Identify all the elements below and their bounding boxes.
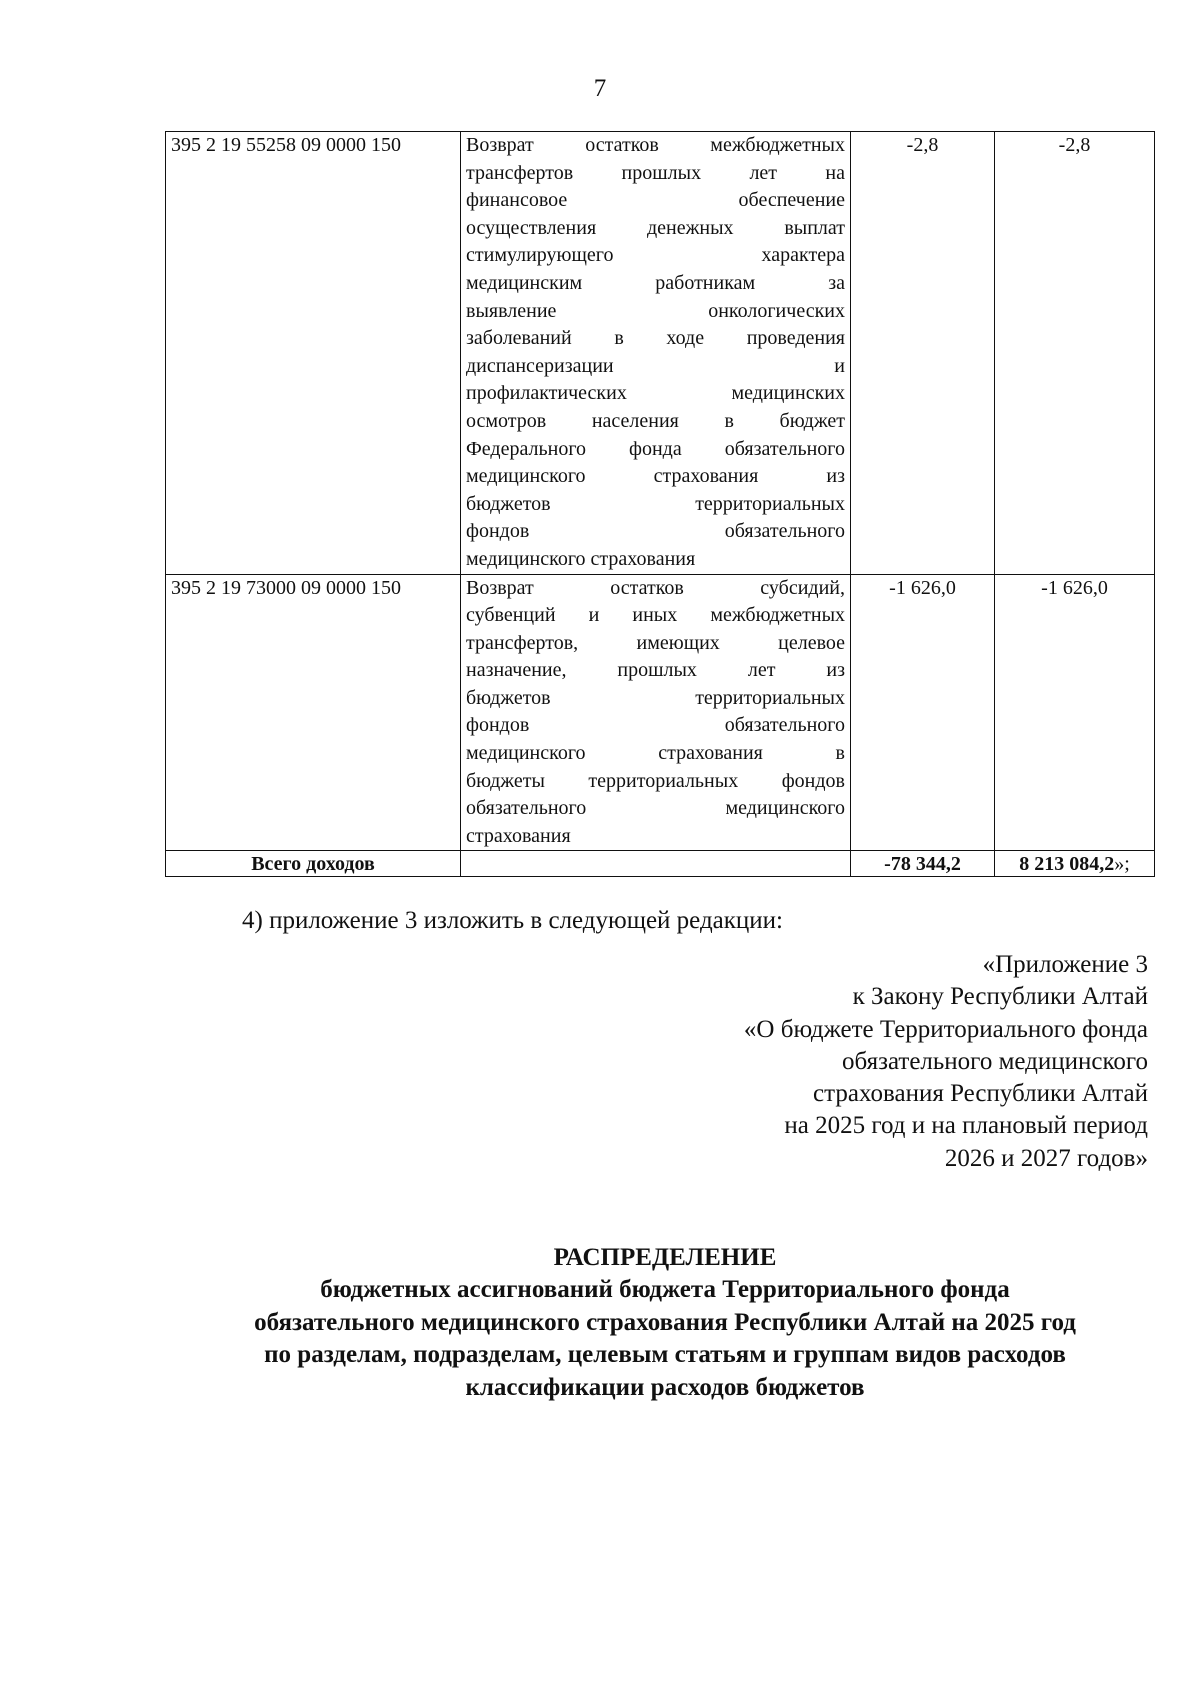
- heading-title: РАСПРЕДЕЛЕНИЕ: [553, 1244, 777, 1271]
- appendix-line: «Приложение 3: [982, 951, 1148, 978]
- table-row: [166, 574, 1155, 851]
- name-line: медицинского страхования: [466, 547, 696, 570]
- income-table: [165, 131, 1155, 877]
- appendix-reference: [548, 949, 1148, 1175]
- name-line: трансфертов прошлых лет на: [466, 161, 845, 184]
- value-2026: -2,8: [995, 132, 1155, 575]
- name-line: Возврат остатков межбюджетных: [466, 134, 845, 156]
- income-name: [461, 132, 851, 575]
- heading-line: обязательного медицинского страхования Республики Алтай на 2025 год: [254, 1308, 1076, 1336]
- name-line: медицинским работникам за: [466, 271, 845, 294]
- income-code: 395 2 19 73000 09 0000 150: [166, 574, 461, 851]
- heading-line: по разделам, подразделам, целевым статьям и группам видов расходов: [264, 1341, 1066, 1369]
- name-line: фондов обязательного: [466, 520, 845, 543]
- heading-line: классификации расходов бюджетов: [465, 1373, 865, 1401]
- name-line: Федерального фонда обязательного: [466, 437, 845, 460]
- value-2026: -1 626,0: [995, 574, 1155, 851]
- heading-line: бюджетных ассигнований бюджета Территориального фонда: [320, 1276, 1010, 1304]
- income-name: [461, 574, 851, 851]
- income-code: 395 2 19 55258 09 0000 150: [166, 132, 461, 575]
- appendix-line: 2026 и 2027 годов»: [944, 1144, 1148, 1172]
- name-line: диспансеризации и: [466, 354, 845, 377]
- name-line: стимулирующего характера: [466, 244, 845, 267]
- value-2025: -2,8: [851, 132, 995, 575]
- total-value-2026: 8 213 084,2: [1019, 853, 1115, 876]
- name-line: бюджетов территориальных: [466, 686, 845, 709]
- appendix-line: на 2025 год и на плановый период: [784, 1112, 1148, 1140]
- appendix-line: к Закону Республики Алтай: [852, 983, 1148, 1011]
- name-line: фондов обязательного: [466, 714, 845, 737]
- table-row: [166, 132, 1155, 575]
- name-line: профилактических медицинских: [466, 382, 845, 405]
- appendix-line: страхования Республики Алтай: [813, 1080, 1148, 1108]
- total-row: [166, 851, 1155, 877]
- appendix-line: «О бюджете Территориального фонда: [743, 1015, 1148, 1043]
- total-value-2025: -78 344,2: [851, 851, 995, 877]
- document-heading: [0, 1242, 1200, 1404]
- name-line: субвенций и иных межбюджетных: [466, 604, 845, 627]
- closing-quote: »;: [1114, 853, 1130, 876]
- value-2025: -1 626,0: [851, 574, 995, 851]
- total-value-2026-cell: [995, 851, 1155, 877]
- name-line: бюджетов территориальных: [466, 492, 845, 515]
- name-line: медицинского страхования из: [466, 465, 845, 488]
- total-empty-cell: [461, 851, 851, 877]
- name-line: страхования: [466, 824, 571, 847]
- name-line: осмотров населения в бюджет: [466, 409, 845, 432]
- name-line: назначение, прошлых лет из: [466, 659, 845, 682]
- appendix-line: обязательного медицинского: [841, 1047, 1148, 1075]
- name-line: обязательного медицинского: [466, 797, 845, 820]
- amendment-text: 4) приложение 3 изложить в следующей редакции:: [242, 907, 783, 934]
- total-label: Всего доходов: [166, 851, 461, 877]
- name-line: Возврат остатков субсидий,: [466, 576, 845, 599]
- name-line: финансовое обеспечение: [466, 189, 845, 212]
- name-line: медицинского страхования в: [466, 742, 845, 765]
- name-line: заболеваний в ходе проведения: [466, 327, 845, 350]
- name-line: выявление онкологических: [466, 299, 845, 322]
- name-line: бюджеты территориальных фондов: [466, 769, 845, 792]
- page-number: 7: [593, 75, 607, 102]
- name-line: трансфертов, имеющих целевое: [466, 631, 845, 654]
- name-line: осуществления денежных выплат: [466, 216, 845, 239]
